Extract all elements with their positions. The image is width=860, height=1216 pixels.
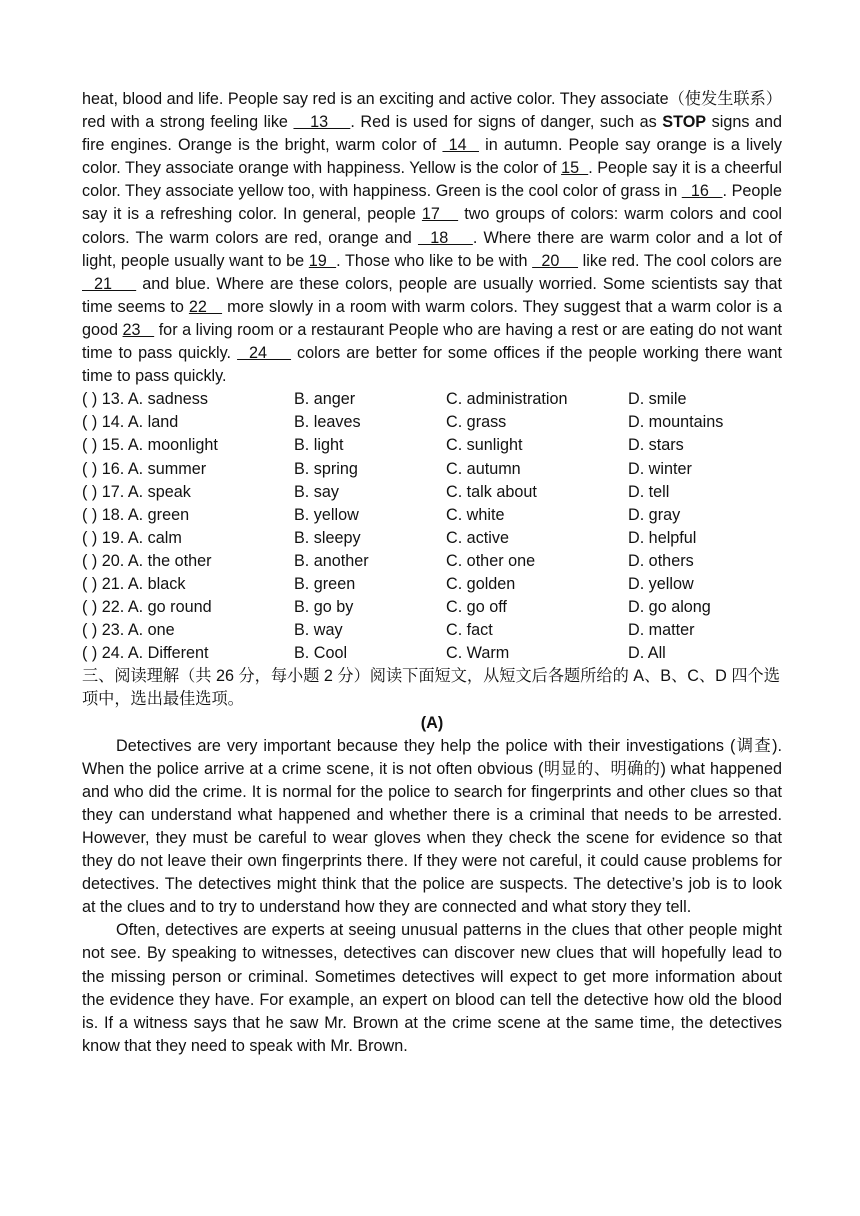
question-option-a: ( ) 16. A. summer [82,459,207,478]
option-row [82,458,782,481]
question-option-a: ( ) 23. A. one [82,621,175,640]
option-c: C. go off [446,598,507,617]
cloze-blank: 20 [532,251,579,270]
option-c: C. fact [446,621,493,640]
cloze-text: . Red is used for signs of danger, such as [350,113,663,132]
cloze-text: signs and fire engines. Orange is the bright, warm color of [82,113,782,155]
question-option-a: ( ) 22. A. go round [82,598,212,617]
option-b: B. light [294,436,344,455]
question-option-a: ( ) 17. A. speak [82,482,191,501]
cloze-options [82,388,782,665]
option-d: D. go along [628,598,711,617]
cloze-blank: 16 [681,182,723,201]
option-d: D. All [628,644,666,663]
bold-text: STOP [662,113,707,132]
option-b: B. Cool [294,644,348,663]
question-option-a: ( ) 24. A. Different [82,644,209,663]
option-row [82,388,782,411]
option-b: B. anger [294,390,356,409]
cloze-blank: 14 [442,136,479,155]
cloze-blank: 18 [417,228,473,247]
cloze-blank: 22 [188,297,223,316]
cloze-blank: 24 [237,344,292,363]
option-c: C. golden [446,574,516,593]
option-b: B. go by [294,598,354,617]
option-b: B. spring [294,459,358,478]
option-c: C. white [446,505,505,524]
cloze-text: . Where there are warm color and a lot of light, people usually want to be [82,228,782,270]
document-page [82,88,782,1058]
option-c: C. other one [446,551,536,570]
option-c: C. autumn [446,459,521,478]
option-c: C. grass [446,413,507,432]
option-b: B. say [294,482,339,501]
option-row [82,527,782,550]
option-c: C. sunlight [446,436,523,455]
cloze-text: and blue. Where are these colors, people are usually worried. Some scientists say that time seems to [82,274,783,316]
cloze-text: more slowly in a room with warm colors. They suggest that a warm color is a good [82,297,783,339]
cloze-blank: 15 [561,159,589,178]
option-row [82,596,782,619]
cloze-text: heat, blood and life. People say red is an exciting and active color. They associate（使发生联系） red with a strong feeling like [82,90,782,132]
option-row [82,434,782,457]
option-b: B. sleepy [294,528,361,547]
passage-title: (A) [420,713,444,732]
option-d: D. winter [628,459,692,478]
option-b: B. yellow [294,505,359,524]
option-b: B. another [294,551,369,570]
option-row [82,481,782,504]
question-option-a: ( ) 14. A. land [82,413,179,432]
cloze-text: in autumn. People say orange is a lively color. They associate orange with happiness. Yellow is the color of [82,136,783,178]
question-option-a: ( ) 19. A. calm [82,528,182,547]
question-option-a: ( ) 20. A. the other [82,551,212,570]
passage-paragraph-2: Often, detectives are experts at seeing unusual patterns in the clues that other people might not see. By speaking to witnesses, detectives can discover new clues that will hopefully lead to the missing person or criminal. Sometimes detectives will expect to get more information about the evidence they have. For example, an expert on blood can tell the detective how old the blood is. If a witness says that he saw Mr. Brown at the crime scene at the same time, the detectives know that they need to speak with Mr. Brown. [82,921,782,1055]
question-option-a: ( ) 21. A. black [82,574,186,593]
option-d: D. gray [628,505,681,524]
option-row [82,411,782,434]
option-b: B. leaves [294,413,361,432]
cloze-text: . People say it is a refreshing color. In general, people [82,182,782,224]
option-row [82,619,782,642]
cloze-blank: 21 [82,274,137,293]
cloze-passage [82,88,782,388]
option-d: D. stars [628,436,684,455]
cloze-text: like red. The cool colors are [578,251,782,270]
option-d: D. helpful [628,528,697,547]
cloze-text: two groups of colors: warm colors and cool colors. The warm colors are red, orange and [82,205,783,247]
option-row [82,642,782,665]
option-d: D. others [628,551,694,570]
cloze-text: . Those who like to be with [336,251,533,270]
option-c: C. administration [446,390,568,409]
option-d: D. mountains [628,413,724,432]
cloze-blank: 23 [122,320,155,339]
option-d: D. tell [628,482,670,501]
option-b: B. way [294,621,343,640]
option-c: C. Warm [446,644,510,663]
question-option-a: ( ) 13. A. sadness [82,390,208,409]
cloze-blank: 13 [293,113,351,132]
question-option-a: ( ) 15. A. moonlight [82,436,218,455]
cloze-blank: 19 [308,251,337,270]
option-c: C. talk about [446,482,537,501]
option-row [82,550,782,573]
option-c: C. active [446,528,509,547]
question-option-a: ( ) 18. A. green [82,505,190,524]
cloze-text: colors are better for some offices if the people working there want time to pass quickly. [82,344,782,386]
passage-paragraph-1: Detectives are very important because they help the police with their investigations (调查). When the police arrive at a crime scene, it is not often obvious (明显的、明确的) what happened and who did the crime. It is normal for the police to search for fingerprints and other clues so that they can understand what happened and whether there is a criminal that needs to be arrested. However, they must be careful to wear gloves when they check the scene for evidence so that they do not leave their own fingerprints there. If they were not careful, it could cause problems for detectives. The detectives might think that the police are suspects. The detective’s job is to look at the clues and to try to understand how they are connected and what story they tell. [82,736,782,917]
cloze-text: for a living room or a restaurant People who are having a rest or are eating do not want time to pass quickly. [82,320,782,363]
reading-section-heading: 三、阅读理解（共 26 分，每小题 2 分）阅读下面短文，从短文后各题所给的 A、B、C、D 四个选项中，选出最佳选项。 [82,667,780,709]
option-d: D. matter [628,621,695,640]
option-b: B. green [294,574,356,593]
option-row [82,504,782,527]
cloze-text: . People say it is a cheerful color. They associate yellow too, with happiness. Green is the cool color of grass in [82,159,782,201]
option-d: D. yellow [628,574,694,593]
option-d: D. smile [628,390,687,409]
option-row [82,573,782,596]
cloze-blank: 17 [421,205,459,224]
